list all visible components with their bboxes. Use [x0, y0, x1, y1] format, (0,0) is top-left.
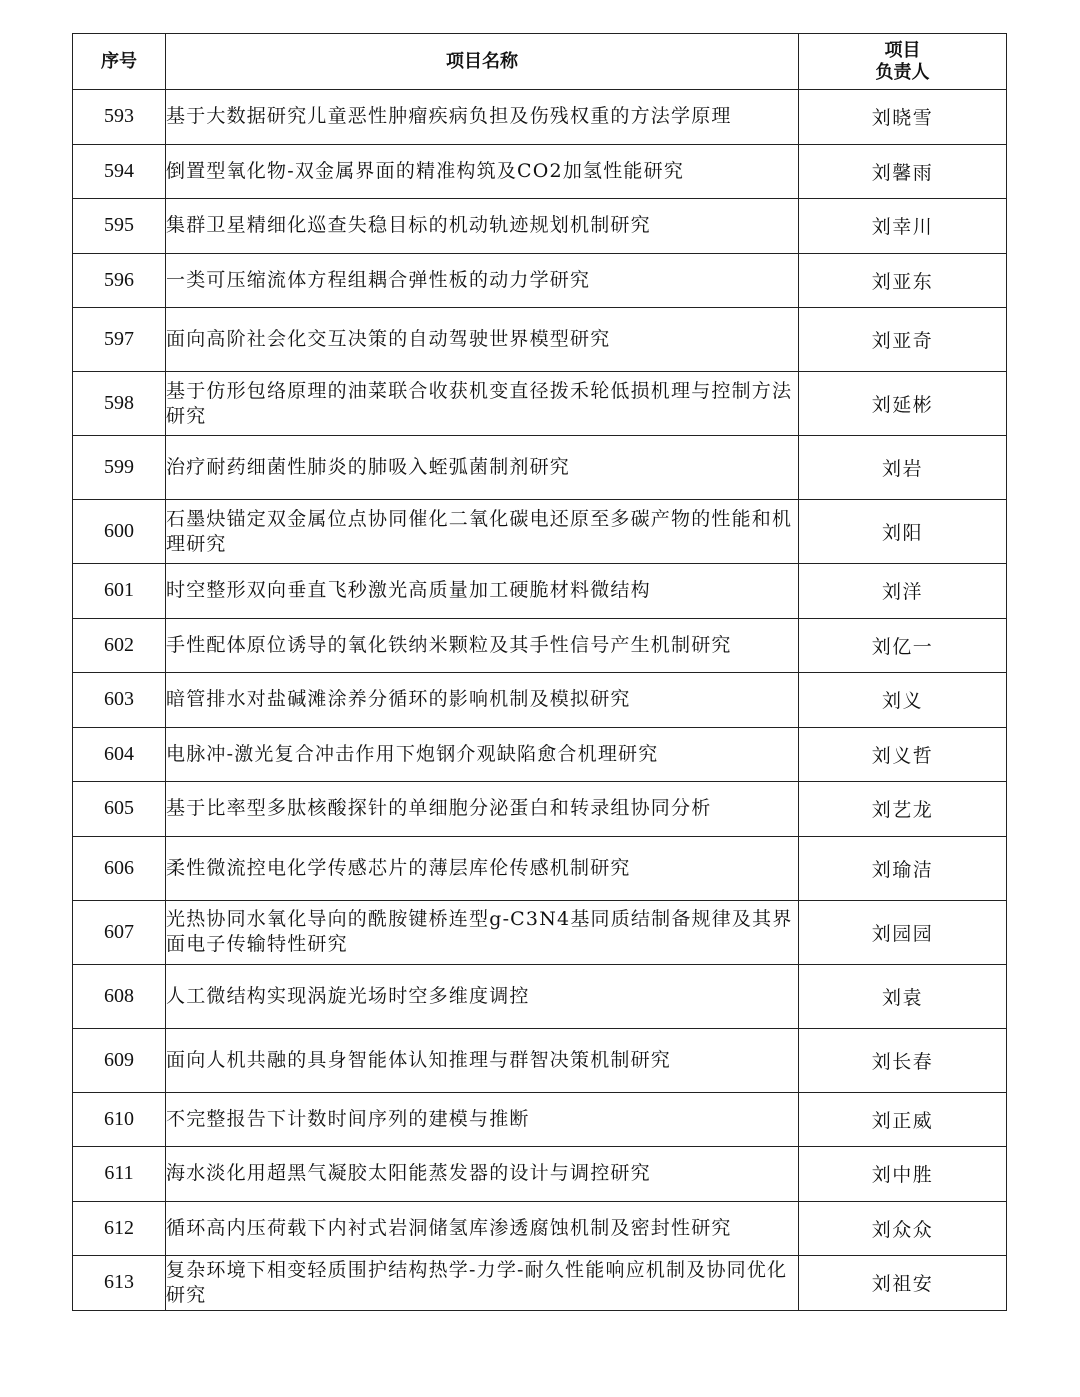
row-project-name: 集群卫星精细化巡查失稳目标的机动轨迹规划机制研究: [166, 199, 799, 254]
row-index: 606: [73, 836, 166, 900]
row-owner: 刘袁: [799, 964, 1007, 1028]
table-row: [73, 308, 1007, 372]
row-project-name: 手性配体原位诱导的氧化铁纳米颗粒及其手性信号产生机制研究: [166, 618, 799, 673]
row-project-name: 柔性微流控电化学传感芯片的薄层库伦传感机制研究: [166, 836, 799, 900]
table-row: [73, 1256, 1007, 1311]
row-index: 595: [73, 199, 166, 254]
row-owner: 刘正威: [799, 1092, 1007, 1147]
row-owner: 刘义: [799, 673, 1007, 728]
row-project-name: 基于仿形包络原理的油菜联合收获机变直径拨禾轮低损机理与控制方法研究: [166, 372, 799, 436]
row-project-name: 人工微结构实现涡旋光场时空多维度调控: [166, 964, 799, 1028]
table-row: [73, 782, 1007, 837]
row-owner: 刘义哲: [799, 727, 1007, 782]
table-row: [73, 144, 1007, 199]
row-index: 601: [73, 564, 166, 619]
row-index: 609: [73, 1028, 166, 1092]
row-project-name: 倒置型氧化物-双金属界面的精准构筑及CO2加氢性能研究: [166, 144, 799, 199]
row-index: 611: [73, 1147, 166, 1202]
row-index: 608: [73, 964, 166, 1028]
row-index: 612: [73, 1201, 166, 1256]
row-index: 603: [73, 673, 166, 728]
row-owner: 刘幸川: [799, 199, 1007, 254]
table-row: [73, 253, 1007, 308]
header-owner-line1: 项目: [884, 39, 921, 61]
table-row: [73, 1028, 1007, 1092]
row-project-name: 不完整报告下计数时间序列的建模与推断: [166, 1092, 799, 1147]
row-owner: 刘长春: [799, 1028, 1007, 1092]
row-project-name: 暗管排水对盐碱滩涂养分循环的影响机制及模拟研究: [166, 673, 799, 728]
table-row: [73, 836, 1007, 900]
project-table: [72, 33, 1007, 1311]
row-project-name: 基于大数据研究儿童恶性肿瘤疾病负担及伤残权重的方法学原理: [166, 90, 799, 145]
row-index: 607: [73, 900, 166, 964]
table-row: [73, 673, 1007, 728]
table-row: [73, 199, 1007, 254]
row-owner: 刘瑜洁: [799, 836, 1007, 900]
table-row: [73, 90, 1007, 145]
row-owner: 刘亚奇: [799, 308, 1007, 372]
row-owner: 刘亚东: [799, 253, 1007, 308]
row-project-name: 海水淡化用超黑气凝胶太阳能蒸发器的设计与调控研究: [166, 1147, 799, 1202]
row-owner: 刘艺龙: [799, 782, 1007, 837]
table-header-row: [73, 34, 1007, 90]
row-owner: 刘延彬: [799, 372, 1007, 436]
table-row: [73, 900, 1007, 964]
header-owner: [799, 34, 1007, 90]
row-index: 605: [73, 782, 166, 837]
table-row: [73, 564, 1007, 619]
header-project-name: 项目名称: [166, 34, 799, 90]
row-project-name: 面向人机共融的具身智能体认知推理与群智决策机制研究: [166, 1028, 799, 1092]
row-project-name: 光热协同水氧化导向的酰胺键桥连型g-C3N4基同质结制备规律及其界面电子传输特性研究: [166, 900, 799, 964]
row-index: 594: [73, 144, 166, 199]
row-project-name: 循环高内压荷载下内衬式岩洞储氢库渗透腐蚀机制及密封性研究: [166, 1201, 799, 1256]
row-owner: 刘晓雪: [799, 90, 1007, 145]
row-owner: 刘馨雨: [799, 144, 1007, 199]
row-index: 597: [73, 308, 166, 372]
row-project-name: 一类可压缩流体方程组耦合弹性板的动力学研究: [166, 253, 799, 308]
row-index: 599: [73, 436, 166, 500]
row-owner: 刘众众: [799, 1201, 1007, 1256]
row-index: 600: [73, 500, 166, 564]
row-index: 613: [73, 1256, 166, 1311]
row-project-name: 时空整形双向垂直飞秒激光高质量加工硬脆材料微结构: [166, 564, 799, 619]
row-owner: 刘岩: [799, 436, 1007, 500]
row-project-name: 电脉冲-激光复合冲击作用下炮钢介观缺陷愈合机理研究: [166, 727, 799, 782]
table-row: [73, 1147, 1007, 1202]
row-project-name: 治疗耐药细菌性肺炎的肺吸入蛭弧菌制剂研究: [166, 436, 799, 500]
table-row: [73, 500, 1007, 564]
row-index: 598: [73, 372, 166, 436]
row-owner: 刘亿一: [799, 618, 1007, 673]
row-owner: 刘洋: [799, 564, 1007, 619]
row-project-name: 复杂环境下相变轻质围护结构热学-力学-耐久性能响应机制及协同优化研究: [166, 1256, 799, 1311]
header-owner-line2: 负责人: [875, 61, 930, 83]
row-index: 593: [73, 90, 166, 145]
row-owner: 刘祖安: [799, 1256, 1007, 1311]
table-row: [73, 618, 1007, 673]
row-owner: 刘阳: [799, 500, 1007, 564]
table-row: [73, 1201, 1007, 1256]
row-index: 610: [73, 1092, 166, 1147]
row-index: 604: [73, 727, 166, 782]
header-index: 序号: [73, 34, 166, 90]
table-row: [73, 964, 1007, 1028]
row-index: 602: [73, 618, 166, 673]
row-project-name: 石墨炔锚定双金属位点协同催化二氧化碳电还原至多碳产物的性能和机理研究: [166, 500, 799, 564]
table-row: [73, 1092, 1007, 1147]
row-index: 596: [73, 253, 166, 308]
row-owner: 刘园园: [799, 900, 1007, 964]
row-project-name: 基于比率型多肽核酸探针的单细胞分泌蛋白和转录组协同分析: [166, 782, 799, 837]
row-owner: 刘中胜: [799, 1147, 1007, 1202]
table-row: [73, 436, 1007, 500]
row-project-name: 面向高阶社会化交互决策的自动驾驶世界模型研究: [166, 308, 799, 372]
table-row: [73, 372, 1007, 436]
table-row: [73, 727, 1007, 782]
